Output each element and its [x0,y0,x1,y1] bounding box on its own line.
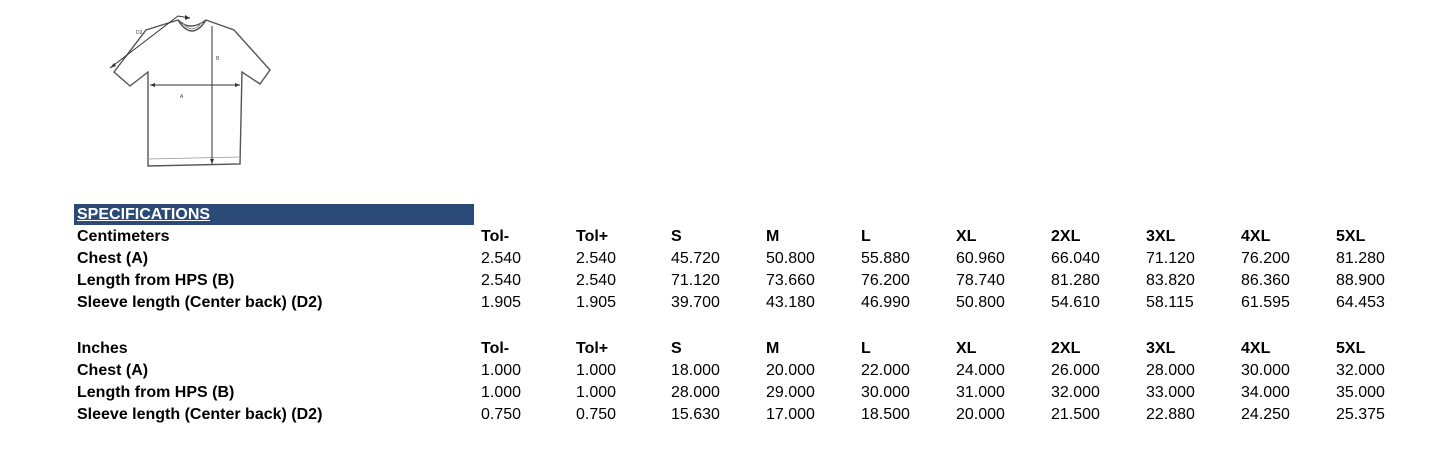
table-cell: 60.960 [956,250,1005,267]
row-label: Sleeve length (Center back) (D2) [77,406,323,423]
tshirt-diagram-svg [100,12,280,174]
table-row [74,292,1427,314]
table-cell: 20.000 [956,406,1005,423]
table-cell: 30.000 [1241,362,1290,379]
table-row [74,382,1427,404]
table-cell: 30.000 [861,384,910,401]
table-cell: 28.000 [1146,362,1195,379]
table-cell: 2.540 [576,250,617,267]
table-cell: 17.000 [766,406,815,423]
table-cell: 55.880 [861,250,910,267]
table-cell: 24.250 [1241,406,1290,423]
table-row [74,360,1427,382]
table-cell: 1.905 [576,294,617,311]
table-cell: 1.905 [481,294,522,311]
column-header: L [861,228,871,245]
table-cell: 71.120 [671,272,720,289]
table-cell: 76.200 [861,272,910,289]
table-cell: 39.700 [671,294,720,311]
shirt-outline [114,20,270,166]
label-d2: D2 [136,30,143,36]
table-cell: 66.040 [1051,250,1100,267]
table-cell: 31.000 [956,384,1005,401]
table-cell: 20.000 [766,362,815,379]
row-label: Length from HPS (B) [77,384,235,401]
table-cell: 18.000 [671,362,720,379]
label-b: B [216,56,220,62]
column-header: 2XL [1051,340,1081,357]
table-cell: 2.540 [576,272,617,289]
column-header: M [766,340,780,357]
table-cell: 28.000 [671,384,720,401]
table-cell: 45.720 [671,250,720,267]
inches-header-row [74,338,1427,360]
table-cell: 25.375 [1336,406,1385,423]
table-cell: 33.000 [1146,384,1195,401]
table-cell: 64.453 [1336,294,1385,311]
table-cell: 83.820 [1146,272,1195,289]
table-cell: 24.000 [956,362,1005,379]
table-cell: 61.595 [1241,294,1290,311]
column-header: Tol+ [576,340,609,357]
table-cell: 21.500 [1051,406,1100,423]
column-header: 3XL [1146,340,1176,357]
column-header: 3XL [1146,228,1176,245]
centimeters-header-row [74,226,1427,248]
table-cell: 22.880 [1146,406,1195,423]
row-label: Length from HPS (B) [77,272,235,289]
label-a: A [180,94,184,100]
table-cell: 34.000 [1241,384,1290,401]
table-cell: 32.000 [1336,362,1385,379]
tshirt-measurement-icon [100,12,280,174]
unit-label: Centimeters [77,228,170,245]
column-header: L [861,340,871,357]
specifications-title: SPECIFICATIONS [77,206,211,223]
row-label: Chest (A) [77,362,149,379]
column-header: S [671,228,682,245]
table-cell: 76.200 [1241,250,1290,267]
column-header: 2XL [1051,228,1081,245]
table-cell: 18.500 [861,406,910,423]
row-label: Sleeve length (Center back) (D2) [77,294,323,311]
table-cell: 78.740 [956,272,1005,289]
table-cell: 54.610 [1051,294,1100,311]
unit-label: Inches [77,340,128,357]
row-label: Chest (A) [77,250,149,267]
table-cell: 1.000 [481,384,522,401]
table-cell: 81.280 [1336,250,1385,267]
table-cell: 86.360 [1241,272,1290,289]
table-cell: 22.000 [861,362,910,379]
table-cell: 1.000 [576,362,617,379]
table-cell: 58.115 [1146,294,1194,311]
column-header: Tol- [481,228,510,245]
column-header: S [671,340,682,357]
table-cell: 71.120 [1146,250,1195,267]
column-header: XL [956,340,977,357]
column-header: 4XL [1241,228,1271,245]
table-cell: 50.800 [766,250,815,267]
table-cell: 29.000 [766,384,815,401]
column-header: Tol+ [576,228,609,245]
column-header: 4XL [1241,340,1271,357]
table-cell: 35.000 [1336,384,1385,401]
table-cell: 73.660 [766,272,815,289]
column-header: 5XL [1336,340,1366,357]
column-header: Tol- [481,340,510,357]
table-cell: 88.900 [1336,272,1385,289]
table-cell: 46.990 [861,294,910,311]
centimeters-table [74,226,1427,314]
table-cell: 50.800 [956,294,1005,311]
specifications-header [74,204,474,225]
table-cell: 1.000 [576,384,617,401]
table-cell: 32.000 [1051,384,1100,401]
column-header: M [766,228,780,245]
table-row [74,248,1427,270]
table-cell: 43.180 [766,294,815,311]
column-header: XL [956,228,977,245]
table-cell: 2.540 [481,272,522,289]
table-cell: 0.750 [576,406,617,423]
table-cell: 0.750 [481,406,522,423]
column-header: 5XL [1336,228,1366,245]
table-row [74,270,1427,292]
table-cell: 26.000 [1051,362,1100,379]
table-cell: 15.630 [671,406,720,423]
table-row [74,404,1427,426]
table-cell: 1.000 [481,362,522,379]
table-cell: 81.280 [1051,272,1100,289]
table-cell: 2.540 [481,250,522,267]
inches-table [74,338,1427,426]
